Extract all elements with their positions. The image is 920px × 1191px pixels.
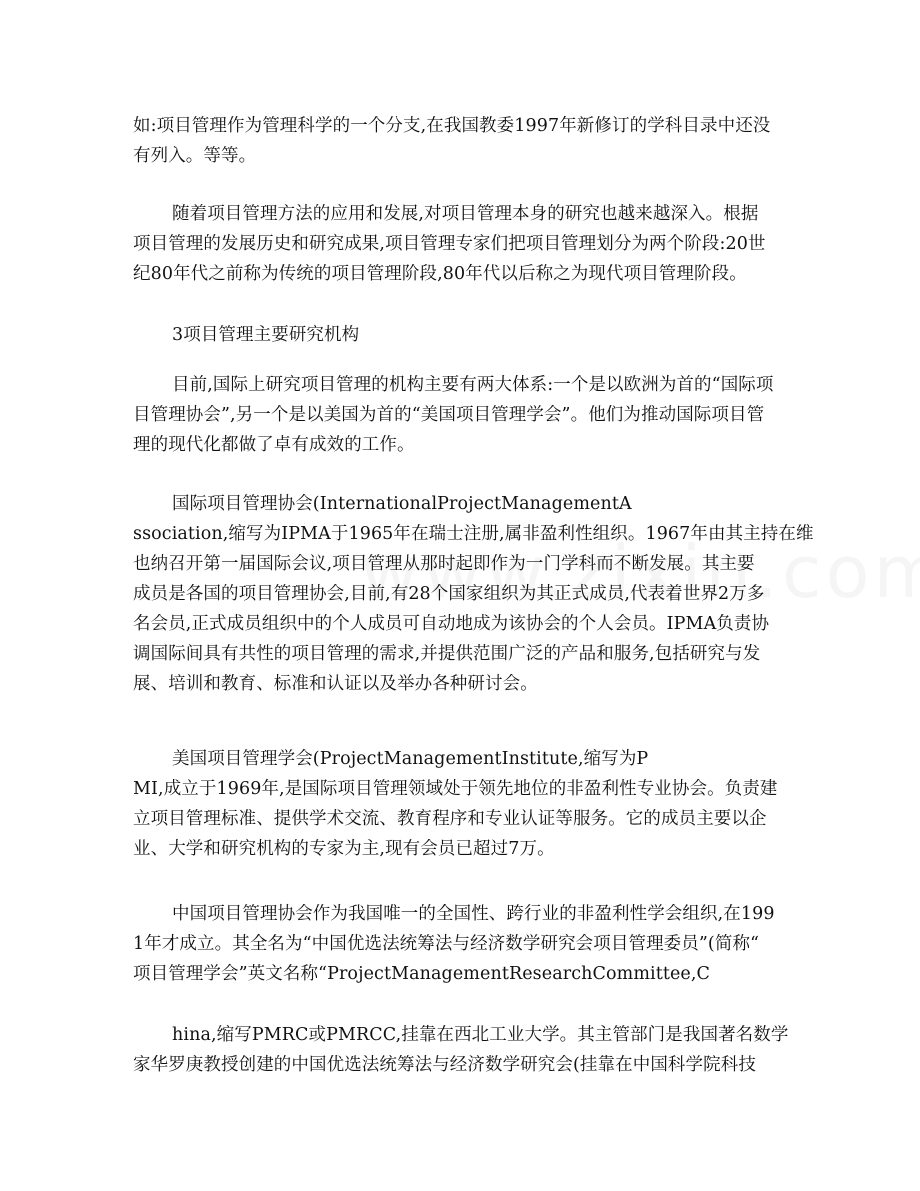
paragraph-pmi [133,744,793,864]
text-line: 名会员,正式成员组织中的个人成员可自动地成为该协会的个人会员。IPMA负责协 [133,614,770,634]
text-line: 美国项目管理学会(ProjectManagementInstitute,缩写为P [172,749,649,769]
section-heading [133,320,793,350]
text-line: 调国际间具有共性的项目管理的需求,并提供范围广泛的产品和服务,包括研究与发 [133,644,761,664]
text-line: 如:项目管理作为管理科学的一个分支,在我国教委1997年新修订的学科目录中还没 [133,116,771,136]
text-line: 成员是各国的项目管理协会,目前,有28个国家组织为其正式成员,代表着世界2万多 [133,584,765,604]
text-line: 目前,国际上研究项目管理的机构主要有两大体系:一个是以欧洲为首的“国际项 [172,375,774,395]
text-line: 家华罗庚教授创建的中国优选法统筹法与经济数学研究会(挂靠在中国科学院科技 [133,1055,756,1075]
heading-text: 3项目管理主要研究机构 [172,325,360,345]
text-line: 项目管理的发展历史和研究成果,项目管理专家们把项目管理划分为两个阶段:20世 [133,234,766,254]
text-line: MI,成立于1969年,是国际项目管理领域处于领先地位的非盈利性专业协会。负责建 [133,779,778,799]
text-line: 展、培训和教育、标准和认证以及举办各种研讨会。 [133,674,538,694]
text-line: 纪80年代之前称为传统的项目管理阶段,80年代以后称之为现代项目管理阶段。 [133,264,747,284]
text-line: 中国项目管理协会作为我国唯一的全国性、跨行业的非盈利性学会组织,在199 [172,904,775,924]
paragraph-8 [133,1020,793,1080]
text-line: hina,缩写PMRC或PMRCC,挂靠在西北工业大学。其主管部门是我国著名数学 [172,1025,789,1045]
text-line: 项目管理学会”英文名称“ProjectManagementResearchCommittee,C [133,964,711,984]
text-line: 1年才成立。其全名为“中国优选法统筹法与经济数学研究会项目管理委员”(简称“ [133,934,760,954]
text-line: 目管理协会”,另一个是以美国为首的“美国项目管理学会”。他们为推动国际项目管 [133,405,765,425]
paragraph-pmrc [133,899,793,989]
text-line: 立项目管理标准、提供学术交流、教育程序和专业认证等服务。它的成员主要以企 [133,809,767,829]
text-line: 国际项目管理协会(InternationalProjectManagementA [172,494,632,514]
paragraph-4 [133,370,793,460]
text-line: 业、大学和研究机构的专家为主,现有会员已超过7万。 [133,839,555,859]
text-line: 也纳召开第一届国际会议,项目管理从那时起即作为一门学科而不断发展。其主要 [133,554,755,574]
text-line: 理的现代化都做了卓有成效的工作。 [133,435,415,455]
paragraph-1 [133,111,793,171]
text-line: ssociation,缩写为IPMA于1965年在瑞士注册,属非盈利性组织。1967年由其主持在维 [133,524,814,544]
text-line: 有列入。等等。 [133,146,257,166]
paragraph-ipma [133,489,814,699]
paragraph-2 [133,199,793,289]
text-line: 随着项目管理方法的应用和发展,对项目管理本身的研究也越来越深入。根据 [172,204,759,224]
